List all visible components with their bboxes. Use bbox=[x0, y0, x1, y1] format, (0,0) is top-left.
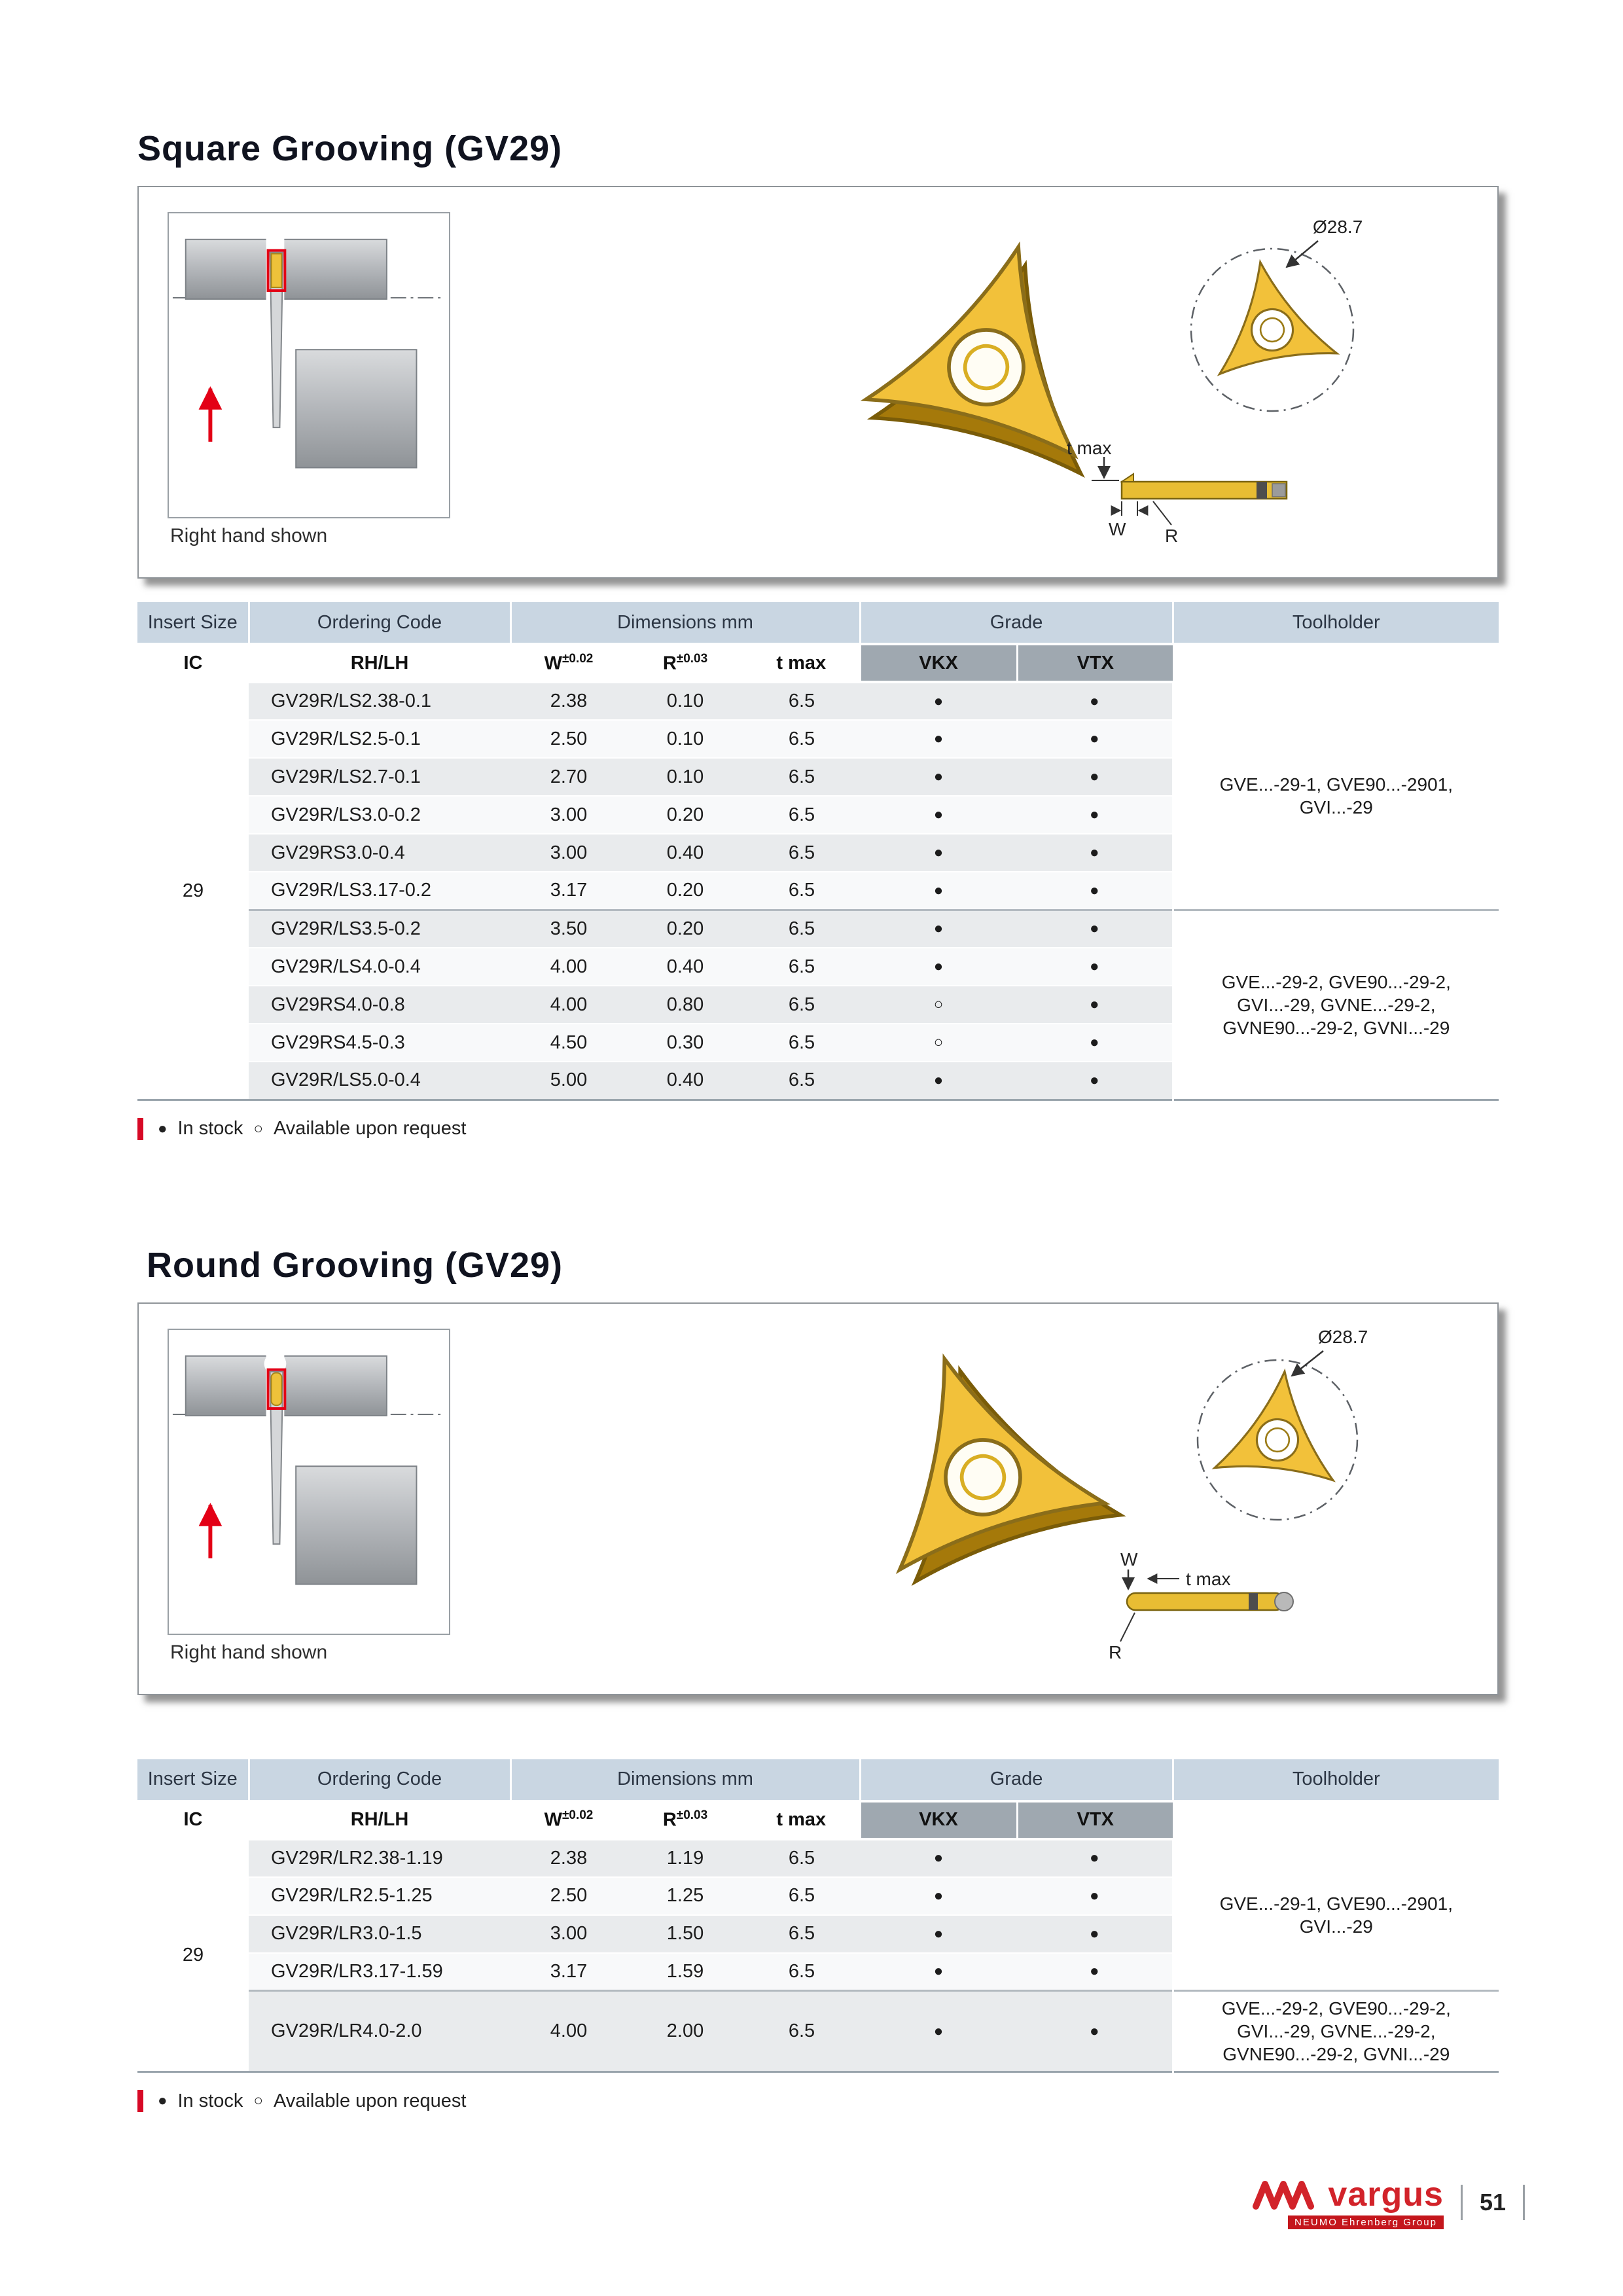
table-row: GV29RS3.0-0.4 3.00 0.40 6.5 ● ● bbox=[137, 834, 1499, 872]
subheader-ic: IC bbox=[137, 644, 249, 682]
w-cell: 2.38 bbox=[510, 682, 627, 720]
table-row: 29 GV29R/LR2.38-1.19 2.38 1.19 6.5 ● ● GVE...-29-1, GVE90...-2901, GVI...-29 bbox=[137, 1839, 1499, 1877]
header-grade: Grade bbox=[860, 1759, 1173, 1801]
legend-marker bbox=[137, 2090, 143, 2112]
subheader-r: $R^{\pm 0.03}$ bbox=[627, 1801, 743, 1839]
tmax-label: t max bbox=[1067, 438, 1112, 458]
header-insert-size: Insert Size bbox=[137, 602, 249, 644]
subheader-r: $R^{\pm 0.03}$ bbox=[627, 644, 743, 682]
table-row: GV29R/LS2.7-0.1 2.70 0.10 6.5 ● ● bbox=[137, 758, 1499, 796]
table-row: GV29R/LR3.0-1.5 3.00 1.50 6.5 ● ● bbox=[137, 1915, 1499, 1953]
table-header-row bbox=[137, 1759, 1499, 1801]
header-grade: Grade bbox=[860, 602, 1173, 644]
table-row: GV29R/LS5.0-0.4 5.00 0.40 6.5 ● ● bbox=[137, 1062, 1499, 1100]
round-grooving-diagram-box bbox=[137, 1302, 1499, 1695]
diagram-caption: Right hand shown bbox=[170, 1641, 328, 1663]
brand-name: vargus bbox=[1328, 2176, 1444, 2214]
toolholder-cell: GVE...-29-1, GVE90...-2901, GVI...-29 bbox=[1173, 682, 1499, 910]
table-row: GV29R/LR3.17-1.59 3.17 1.59 6.5 ● ● bbox=[137, 1953, 1499, 1991]
machining-diagram-square bbox=[169, 213, 449, 517]
legend-request-label: Available upon request bbox=[273, 2090, 467, 2111]
legend bbox=[137, 1118, 1499, 1140]
ordering-code-cell: GV29RS4.5-0.3 bbox=[249, 1024, 510, 1062]
subheader-w: $W^{\pm 0.02}$ bbox=[510, 1801, 627, 1839]
insert-size-value: 29 bbox=[137, 1839, 249, 2072]
toolholder-cell: GVE...-29-1, GVE90...-2901, GVI...-29 bbox=[1173, 1839, 1499, 1991]
ordering-code-cell: GV29R/LR3.17-1.59 bbox=[249, 1953, 510, 1991]
ordering-code-cell: GV29RS4.0-0.8 bbox=[249, 986, 510, 1024]
table-row: GV29R/LS3.5-0.2 3.50 0.20 6.5 ● ● GVE...-29-2, GVE90...-29-2, GVI...-29, GVNE...-29-2, GVNE90...-29-2, GVNI...-29 bbox=[137, 910, 1499, 948]
footer-divider bbox=[1461, 2185, 1463, 2220]
subheader-vkx: VKX bbox=[860, 644, 1017, 682]
open-dot-icon: ○ bbox=[253, 1119, 263, 1138]
table-row: GV29RS4.0-0.8 4.00 0.80 6.5 ○ ● bbox=[137, 986, 1499, 1024]
w-label: W bbox=[1109, 519, 1126, 539]
table-row: GV29R/LS3.17-0.2 3.17 0.20 6.5 ● ● bbox=[137, 872, 1499, 910]
ordering-code-cell: GV29R/LS3.0-0.2 bbox=[249, 796, 510, 834]
vtx-cell: ● bbox=[1017, 682, 1173, 720]
subheader-vtx: VTX bbox=[1017, 644, 1173, 682]
side-view-square bbox=[1067, 438, 1287, 546]
brand-subtitle: NEUMO Ehrenberg Group bbox=[1288, 2215, 1444, 2229]
subheader-vtx: VTX bbox=[1017, 1801, 1173, 1839]
ordering-code-cell: GV29R/LS2.38-0.1 bbox=[249, 682, 510, 720]
table-row: GV29R/LS4.0-0.4 4.00 0.40 6.5 ● ● bbox=[137, 948, 1499, 986]
ordering-code-cell: GV29R/LS2.5-0.1 bbox=[249, 720, 510, 758]
machining-diagram-frame bbox=[168, 1329, 450, 1635]
header-toolholder: Toolholder bbox=[1173, 1759, 1499, 1801]
diagram-caption: Right hand shown bbox=[170, 525, 328, 547]
machining-diagram-round bbox=[169, 1330, 449, 1634]
round-insert-illustration bbox=[466, 1310, 1487, 1687]
table-subheader-row bbox=[137, 1801, 1499, 1839]
header-ordering-code: Ordering Code bbox=[249, 602, 510, 644]
r-label: R bbox=[1165, 526, 1179, 546]
diameter-label: Ø28.7 bbox=[1318, 1326, 1368, 1347]
square-grooving-table bbox=[137, 602, 1499, 1101]
toolholder-cell: GVE...-29-2, GVE90...-29-2, GVI...-29, GVNE...-29-2, GVNE90...-29-2, GVNI...-29 bbox=[1173, 910, 1499, 1100]
diameter-label: Ø28.7 bbox=[1313, 217, 1363, 237]
ordering-code-cell: GV29RS3.0-0.4 bbox=[249, 834, 510, 872]
w-label: W bbox=[1120, 1549, 1138, 1570]
table-row: GV29R/LR2.5-1.25 2.50 1.25 6.5 ● ● bbox=[137, 1877, 1499, 1915]
table-row: GV29RS4.5-0.3 4.50 0.30 6.5 ○ ● bbox=[137, 1024, 1499, 1062]
square-insert-illustration bbox=[466, 194, 1487, 570]
ordering-code-cell: GV29R/LR4.0-2.0 bbox=[249, 1991, 510, 2072]
ordering-code-cell: GV29R/LS3.17-0.2 bbox=[249, 872, 510, 910]
legend-in-stock-label: In stock bbox=[177, 2090, 243, 2111]
ordering-code-cell: GV29R/LS3.5-0.2 bbox=[249, 910, 510, 948]
table-header-row bbox=[137, 602, 1499, 644]
vkx-cell: ● bbox=[860, 682, 1017, 720]
subheader-ic: IC bbox=[137, 1801, 249, 1839]
header-ordering-code: Ordering Code bbox=[249, 1759, 510, 1801]
footer-divider bbox=[1523, 2185, 1525, 2220]
tmax-cell: 6.5 bbox=[743, 682, 860, 720]
tmax-label: t max bbox=[1186, 1568, 1231, 1589]
table-row: GV29R/LR4.0-2.0 4.00 2.00 6.5 ● ● GVE...-29-2, GVE90...-29-2, GVI...-29, GVNE...-29-2, GVNE90...-29-2, GVNI...-29 bbox=[137, 1991, 1499, 2072]
subheader-tmax: t max bbox=[743, 644, 860, 682]
header-dimensions: Dimensions mm bbox=[510, 1759, 860, 1801]
footer bbox=[1252, 2175, 1525, 2229]
round-grooving-table bbox=[137, 1759, 1499, 2073]
subheader-vkx: VKX bbox=[860, 1801, 1017, 1839]
subheader-tmax: t max bbox=[743, 1801, 860, 1839]
subheader-rhlh: RH/LH bbox=[249, 644, 510, 682]
side-view-round bbox=[1109, 1549, 1293, 1662]
legend-marker bbox=[137, 1118, 143, 1140]
ordering-code-cell: GV29R/LS2.7-0.1 bbox=[249, 758, 510, 796]
ordering-code-cell: GV29R/LS4.0-0.4 bbox=[249, 948, 510, 986]
page-content bbox=[137, 0, 1499, 2112]
machining-diagram-frame bbox=[168, 212, 450, 518]
r-label: R bbox=[1109, 1641, 1122, 1662]
section-title-square-grooving: Square Grooving (GV29) bbox=[137, 129, 563, 168]
filled-dot-icon: ● bbox=[158, 2092, 168, 2109]
ordering-code-cell: GV29R/LR2.5-1.25 bbox=[249, 1877, 510, 1915]
legend-request-label: Available upon request bbox=[273, 1118, 467, 1139]
header-dimensions: Dimensions mm bbox=[510, 602, 860, 644]
r-cell: 0.10 bbox=[627, 682, 743, 720]
insert-size-value: 29 bbox=[137, 682, 249, 1100]
subheader-empty bbox=[1173, 1801, 1499, 1839]
open-dot-icon: ○ bbox=[253, 2092, 263, 2109]
subheader-w: $W^{\pm 0.02}$ bbox=[510, 644, 627, 682]
legend bbox=[137, 2090, 1499, 2112]
ordering-code-cell: GV29R/LR3.0-1.5 bbox=[249, 1915, 510, 1953]
ordering-code-cell: GV29R/LS5.0-0.4 bbox=[249, 1062, 510, 1100]
legend-in-stock-label: In stock bbox=[177, 1118, 243, 1139]
brand-block bbox=[1252, 2175, 1444, 2229]
table-subheader-row bbox=[137, 644, 1499, 682]
square-grooving-diagram-box bbox=[137, 186, 1499, 579]
header-toolholder: Toolholder bbox=[1173, 602, 1499, 644]
page-number: 51 bbox=[1479, 2188, 1506, 2215]
filled-dot-icon: ● bbox=[158, 1119, 168, 1138]
subheader-empty bbox=[1173, 644, 1499, 682]
subheader-rhlh: RH/LH bbox=[249, 1801, 510, 1839]
table-row bbox=[137, 682, 1499, 720]
table-row: GV29R/LS3.0-0.2 3.00 0.20 6.5 ● ● bbox=[137, 796, 1499, 834]
table-row: GV29R/LS2.5-0.1 2.50 0.10 6.5 ● ● bbox=[137, 720, 1499, 758]
vargus-logo-icon bbox=[1252, 2178, 1324, 2212]
header-insert-size: Insert Size bbox=[137, 1759, 249, 1801]
ordering-code-cell: GV29R/LR2.38-1.19 bbox=[249, 1839, 510, 1877]
section-title-round-grooving: Round Grooving (GV29) bbox=[147, 1245, 563, 1285]
toolholder-cell: GVE...-29-2, GVE90...-29-2, GVI...-29, GVNE...-29-2, GVNE90...-29-2, GVNI...-29 bbox=[1173, 1991, 1499, 2072]
